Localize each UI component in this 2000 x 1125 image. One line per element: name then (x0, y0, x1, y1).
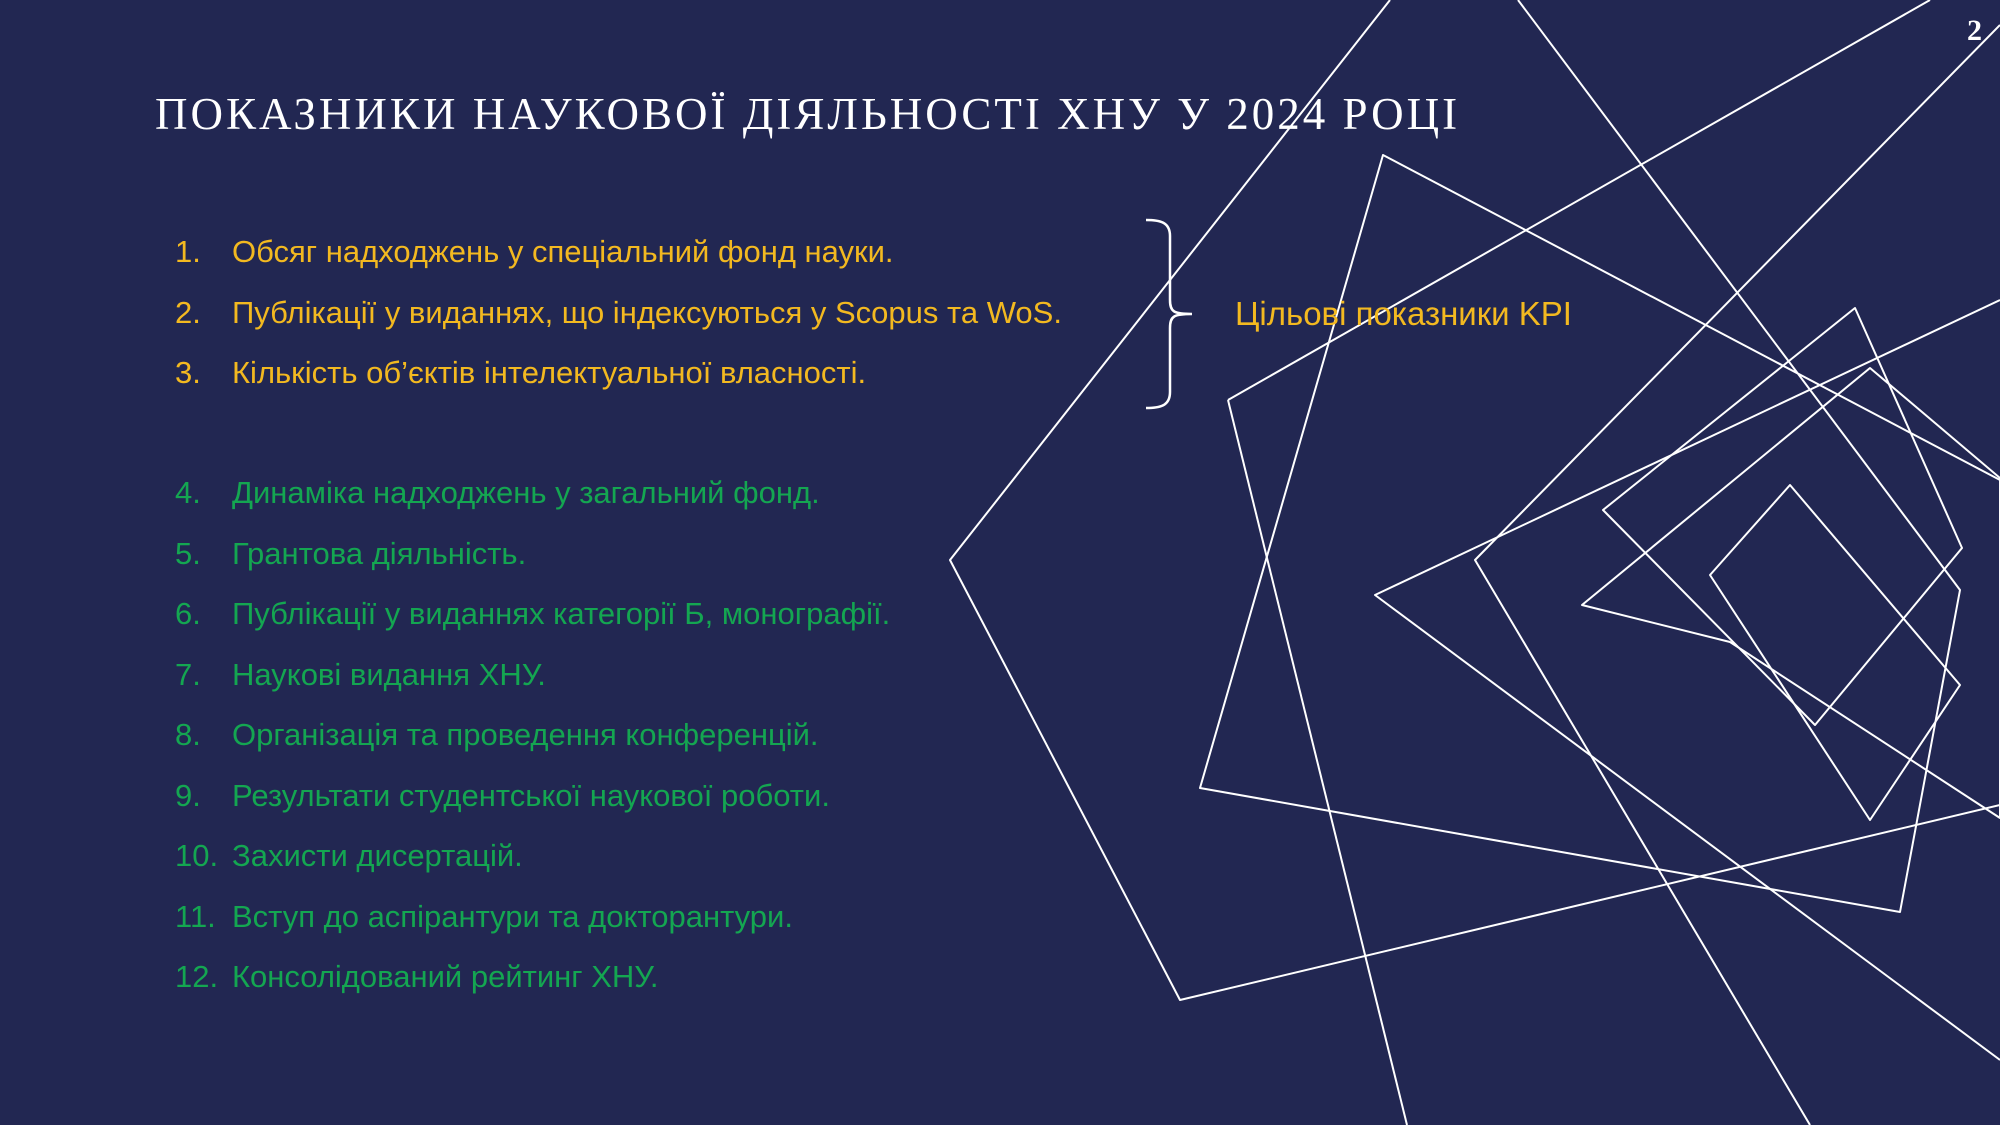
item-text: Публікації у виданнях категорії Б, монографії. (232, 596, 891, 631)
item-number: 10. (175, 838, 219, 873)
item-text: Організація та проведення конференцій. (232, 717, 819, 752)
item-text: Кількість об’єктів інтелектуальної власності. (232, 355, 867, 390)
decor-line-big-left (950, 0, 2000, 1000)
item-text: Результати студентської наукової роботи. (232, 777, 830, 813)
decor-line-mid-diamond (1475, 25, 2000, 1125)
item-number: 5. (175, 535, 201, 571)
item-number: 4. (175, 475, 201, 510)
item-number: 1. (175, 234, 201, 269)
item-text: Вступ до аспірантури та докторантури. (232, 898, 793, 934)
item-number: 3. (175, 355, 201, 390)
curly-brace (1140, 218, 1200, 418)
slide-number: 2 (1967, 14, 1982, 47)
item-text: Наукові видання ХНУ. (232, 656, 546, 692)
item-number: 6. (175, 596, 201, 631)
decor-line-small-square (1603, 308, 1962, 725)
slide-title: ПОКАЗНИКИ НАУКОВОЇ ДІЯЛЬНОСТІ ХНУ У 2024 РОЦІ (155, 89, 1461, 139)
item-text: Обсяг надходжень у спеціальний фонд науки. (232, 234, 894, 269)
item-number: 9. (175, 777, 201, 813)
item-text: Грантова діяльність. (232, 535, 527, 571)
item-number: 7. (175, 656, 201, 692)
decor-line-inner-square (1582, 368, 2000, 818)
decor-line-long-diagonal (1228, 0, 1930, 400)
decor-line-fan (1228, 400, 1407, 1125)
item-number: 2. (175, 294, 201, 330)
item-number: 8. (175, 717, 201, 752)
decor-line-lower-diamond (1375, 300, 2000, 1060)
kpi-group-label: Цільові показники KPI (1235, 295, 1572, 332)
item-text: Консолідований рейтинг ХНУ. (232, 959, 659, 994)
item-number: 12. (175, 959, 219, 994)
item-text: Динаміка надходжень у загальний фонд. (232, 475, 820, 510)
item-text: Публікації у виданнях, що індексуються у Scopus та WoS. (232, 294, 1062, 330)
item-number: 11. (175, 898, 216, 934)
item-text: Захисти дисертацій. (232, 838, 523, 873)
